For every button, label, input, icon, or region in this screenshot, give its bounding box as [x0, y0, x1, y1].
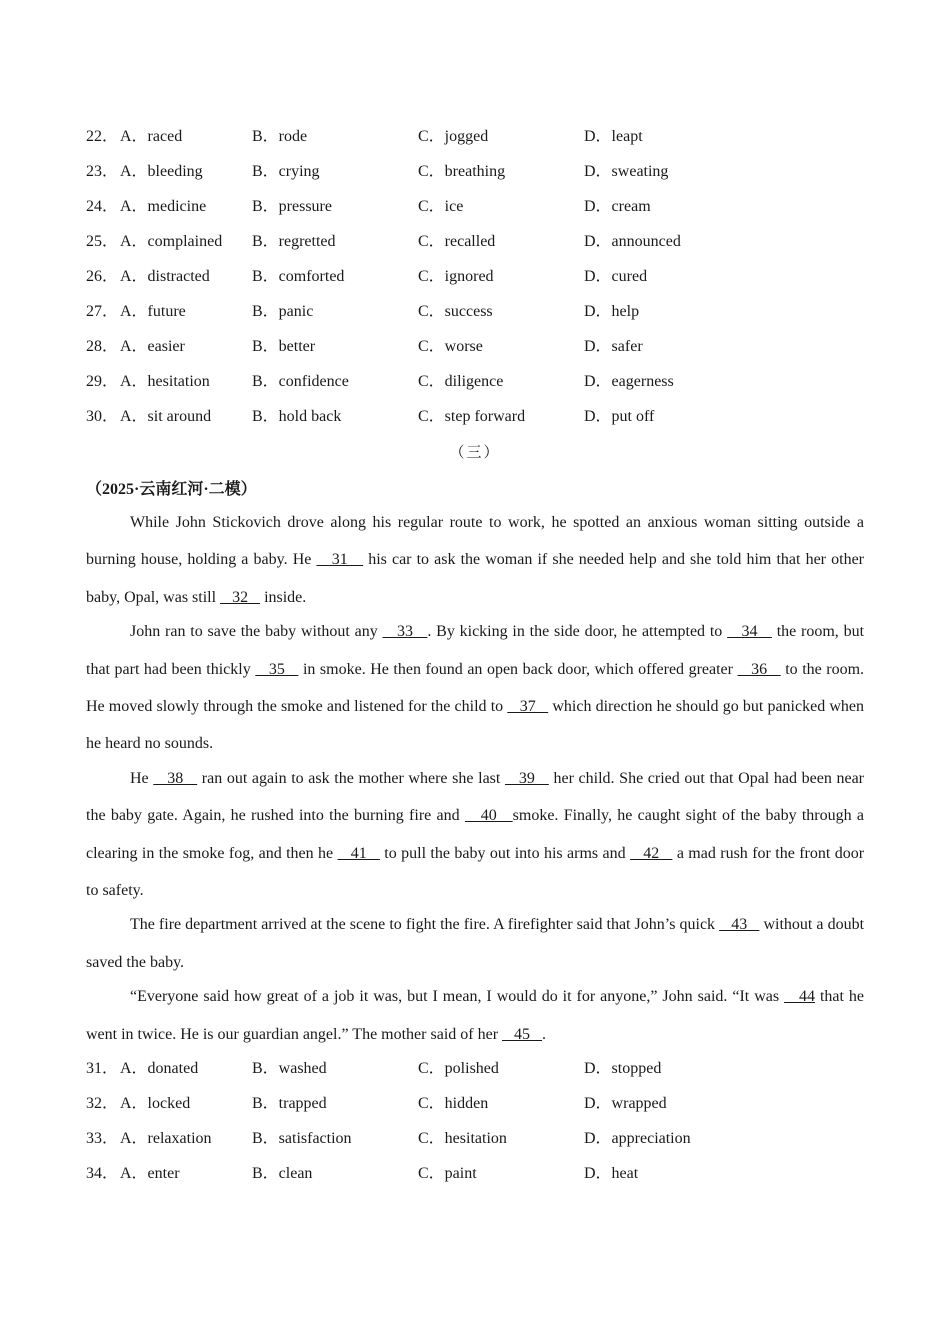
question-number: 29．: [86, 373, 119, 390]
question-row-31: [86, 1051, 866, 1086]
question-number: 26．: [86, 268, 119, 285]
option-b: B．regretted: [252, 233, 336, 250]
passage-paragraph-3: [86, 760, 864, 910]
question-number: 34．: [86, 1165, 119, 1182]
blank-39: 39: [504, 769, 549, 787]
option-c: C．polished: [418, 1060, 499, 1077]
options-block-22-30: [86, 119, 866, 434]
question-number: 27．: [86, 303, 119, 320]
option-b: B．crying: [252, 163, 320, 180]
question-number: 31．: [86, 1060, 119, 1077]
option-d: D．stopped: [584, 1060, 662, 1077]
question-number: 28．: [86, 338, 119, 355]
passage-text: to pull the baby out into his arms and: [379, 844, 631, 862]
option-c: C．hidden: [418, 1095, 489, 1112]
question-number: 24．: [86, 198, 119, 215]
option-a: A．easier: [120, 338, 185, 355]
blank-38: 38: [153, 769, 198, 787]
blank-44: 44: [784, 988, 815, 1006]
passage-text: her child. She cried out that Opal had been near the baby gate. Again, he rushed into the burning fire and: [86, 769, 865, 825]
blank-42: 42: [630, 844, 673, 862]
option-c: C．ice: [418, 198, 464, 215]
question-row-34: [86, 1156, 866, 1191]
option-b: B．clean: [252, 1165, 313, 1182]
option-c: C．breathing: [418, 163, 506, 180]
option-d: D．appreciation: [584, 1130, 691, 1147]
option-c: C．jogged: [418, 128, 489, 145]
option-a: A．sit around: [120, 408, 212, 425]
section-title: （三）: [449, 445, 501, 461]
passage-text: The fire department arrived at the scene to fight the fire. A firefighter said that John’s quick: [130, 916, 720, 934]
blank-33: 33: [382, 623, 428, 641]
passage-text: “Everyone said how great of a job it was, but I mean, I would do it for anyone,” John said. “It was: [130, 988, 785, 1006]
question-row-28: [86, 329, 866, 364]
blank-36: 36: [737, 660, 781, 678]
passage-paragraph-5: [86, 978, 864, 1053]
option-a: A．relaxation: [120, 1130, 212, 1147]
option-b: B．pressure: [252, 198, 332, 215]
option-c: C．step forward: [418, 408, 526, 425]
blank-43: 43: [719, 916, 760, 934]
question-row-22: [86, 119, 866, 154]
question-row-24: [86, 189, 866, 224]
option-d: D．safer: [584, 338, 643, 355]
blank-31: 31: [316, 551, 364, 569]
passage-text: . By kicking in the side door, he attempted to: [427, 623, 728, 641]
blank-45: 45: [502, 1025, 543, 1043]
option-c: C．ignored: [418, 268, 494, 285]
passage-text: smoke. Finally, he caught sight of the baby through a clearing in the smoke fog, and then he: [86, 807, 865, 862]
passage-text: that he went in twice. He is our guardian angel.” The mother said of her: [86, 988, 865, 1043]
passage-paragraph-2: [86, 613, 864, 763]
option-b: B．comforted: [252, 268, 345, 285]
option-b: B．better: [252, 338, 316, 355]
passage-text: the room, but that part had been thickly: [86, 623, 865, 678]
blank-34: 34: [727, 623, 772, 641]
passage-text: his car to ask the woman if she needed help and she told him that her other baby, Opal, was still: [86, 551, 864, 606]
blank-35: 35: [255, 660, 299, 678]
passage-text: inside.: [260, 588, 307, 606]
passage-text: in smoke. He then found an open back door, which offered greater: [298, 660, 738, 678]
blank-40: 40: [464, 807, 513, 825]
question-row-23: [86, 154, 866, 189]
question-row-26: [86, 259, 866, 294]
question-row-33: [86, 1121, 866, 1156]
question-row-30: [86, 399, 866, 434]
option-c: C．diligence: [418, 373, 504, 390]
blank-41: 41: [337, 844, 380, 862]
question-number: 23．: [86, 163, 119, 180]
option-d: D．sweating: [584, 163, 669, 180]
option-a: A．donated: [120, 1060, 199, 1077]
passage-text: a mad rush for the front door to safety.: [86, 844, 865, 900]
option-c: C．hesitation: [418, 1130, 507, 1147]
option-a: A．hesitation: [120, 373, 210, 390]
options-block-31-34: [86, 1051, 866, 1191]
option-c: C．worse: [418, 338, 483, 355]
blank-37: 37: [507, 698, 549, 716]
option-d: D．heat: [584, 1165, 639, 1182]
question-row-32: [86, 1086, 866, 1121]
option-d: D．help: [584, 303, 640, 320]
option-b: B．panic: [252, 303, 314, 320]
option-a: A．bleeding: [120, 163, 203, 180]
passage-paragraph-1: [86, 504, 864, 616]
option-a: A．future: [120, 303, 186, 320]
passage-text: He: [130, 769, 154, 787]
passage-paragraph-4: [86, 906, 864, 981]
cloze-passage: [86, 504, 864, 1050]
option-a: A．locked: [120, 1095, 191, 1112]
option-d: D．wrapped: [584, 1095, 667, 1112]
question-number: 22．: [86, 128, 119, 145]
passage-source: （2025·云南红河·二模）: [86, 481, 257, 498]
option-a: A．complained: [120, 233, 223, 250]
option-b: B．hold back: [252, 408, 342, 425]
question-number: 33．: [86, 1130, 119, 1147]
question-number: 30．: [86, 408, 119, 425]
question-row-27: [86, 294, 866, 329]
option-a: A．enter: [120, 1165, 180, 1182]
option-d: D．cream: [584, 198, 651, 215]
option-d: D．announced: [584, 233, 681, 250]
passage-text: ran out again to ask the mother where she last: [197, 769, 505, 787]
option-d: D．put off: [584, 408, 655, 425]
option-a: A．raced: [120, 128, 183, 145]
question-number: 32．: [86, 1095, 119, 1112]
passage-text: to the room. He moved slowly through the smoke and listened for the child to: [86, 660, 865, 716]
option-c: C．recalled: [418, 233, 496, 250]
option-d: D．leapt: [584, 128, 643, 145]
passage-text: without a doubt saved the baby.: [86, 916, 865, 971]
option-c: C．success: [418, 303, 493, 320]
option-c: C．paint: [418, 1165, 477, 1182]
question-row-29: [86, 364, 866, 399]
option-b: B．confidence: [252, 373, 349, 390]
option-b: B．rode: [252, 128, 308, 145]
passage-text: .: [542, 1025, 547, 1043]
option-b: B．washed: [252, 1060, 327, 1077]
question-number: 25．: [86, 233, 119, 250]
option-d: D．eagerness: [584, 373, 674, 390]
option-a: A．distracted: [120, 268, 210, 285]
option-b: B．trapped: [252, 1095, 327, 1112]
passage-text: John ran to save the baby without any: [130, 623, 383, 641]
blank-32: 32: [220, 588, 261, 606]
passage-text: While John Stickovich drove along his regular route to work, he spotted an anxious woman sitting outside a burning house, holding a baby. He: [86, 514, 864, 569]
option-a: A．medicine: [120, 198, 207, 215]
question-row-25: [86, 224, 866, 259]
option-b: B．satisfaction: [252, 1130, 352, 1147]
passage-text: which direction he should go but panicked when he heard no sounds.: [86, 698, 865, 753]
option-d: D．cured: [584, 268, 648, 285]
